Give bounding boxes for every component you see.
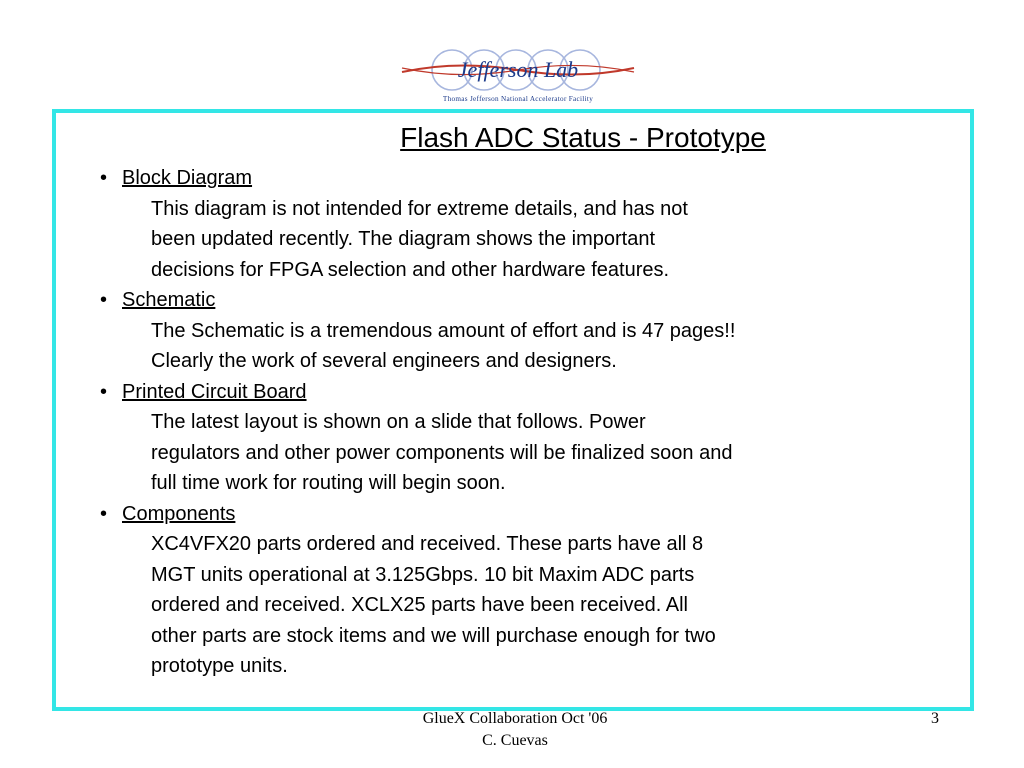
logo-main-text: Jefferson Lab	[457, 57, 579, 82]
bullet-list	[100, 163, 960, 682]
bullet-marker: •	[100, 380, 108, 403]
bullet-marker: •	[100, 289, 108, 311]
bullet-heading: Schematic	[122, 289, 216, 311]
page-number: 3	[931, 710, 939, 727]
bullet-body-line: decisions for FPGA selection and other hardware features.	[151, 258, 670, 281]
footer-event: GlueX Collaboration Oct '06	[422, 710, 608, 727]
bullet-heading: Printed Circuit Board	[122, 380, 307, 403]
bullet-body-line: Clearly the work of several engineers and designers.	[151, 350, 617, 372]
content-frame	[52, 109, 974, 711]
bullet-body-line: prototype units.	[151, 655, 288, 677]
logo-sub-text: Thomas Jefferson National Accelerator Facility	[442, 95, 594, 103]
bullet-body-line: been updated recently. The diagram shows the important	[151, 228, 656, 250]
bullet-body-line: MGT units operational at 3.125Gbps. 10 bit Maxim ADC parts	[151, 563, 695, 586]
slide-title	[56, 121, 970, 155]
bullet-body-line: XC4VFX20 parts ordered and received. These parts have all 8	[151, 533, 704, 555]
bullet-body-line: ordered and received. XCLX25 parts have been received. All	[151, 594, 689, 616]
bullet-body-line: full time work for routing will begin soon.	[151, 472, 506, 494]
bullet-item	[100, 499, 960, 682]
bullet-body-line: The Schematic is a tremendous amount of effort and is 47 pages!!	[151, 319, 736, 342]
bullet-item	[100, 285, 960, 377]
bullet-heading: Block Diagram	[122, 167, 253, 189]
bullet-marker: •	[100, 502, 108, 525]
logo-graphic	[398, 46, 638, 106]
bullet-item	[100, 163, 960, 285]
slide-title-text: Flash ADC Status - Prototype	[400, 122, 766, 153]
jefferson-lab-logo	[398, 46, 638, 106]
bullet-marker: •	[100, 167, 108, 189]
bullet-item	[100, 377, 960, 499]
footer	[360, 708, 670, 752]
bullet-heading: Components	[122, 502, 236, 525]
bullet-body-line: The latest layout is shown on a slide that follows. Power	[151, 411, 646, 433]
bullet-body-line: This diagram is not intended for extreme details, and has not	[151, 197, 688, 220]
bullet-body-line: regulators and other power components will be finalized soon and	[151, 441, 733, 464]
bullet-body-line: other parts are stock items and we will purchase enough for two	[151, 624, 716, 647]
footer-author: C. Cuevas	[482, 732, 548, 749]
